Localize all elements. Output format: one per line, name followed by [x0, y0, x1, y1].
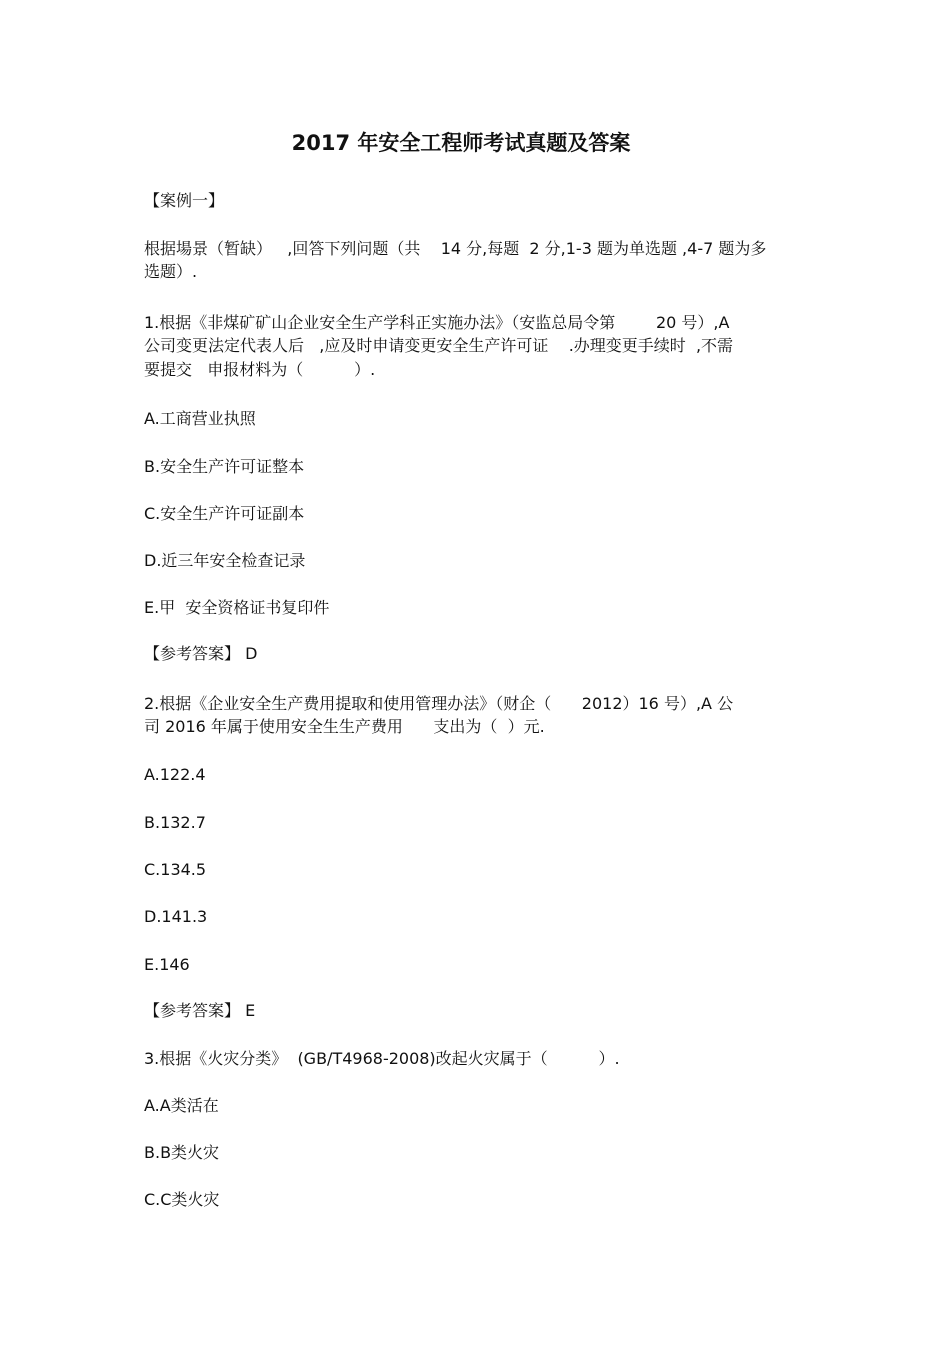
q3-option-c: C.C类火灾 [144, 1190, 220, 1209]
q2-line-1: 2.根据《企业安全生产费用提取和使用管理办法》（财企（ 2012）16 号）,A 公 [144, 694, 734, 713]
intro-line-1: 根据場景（暂缺） ,回答下列问题（共 14 分,每题 2 分,1-3 题为单选题 ,4-7 题为多 [144, 239, 767, 258]
q2-option-c: C.134.5 [144, 860, 207, 879]
q1-answer: 【参考答案】 D [144, 644, 258, 663]
intro-line-2: 选题）. [144, 262, 198, 281]
q1-line-2: 公司变更法定代表人后 ,应及时申请变更安全生产许可证 .办理变更手续时 ,不需 [144, 336, 734, 355]
q2-option-e: E.146 [144, 955, 190, 974]
q3-option-a: A.A类活在 [144, 1096, 219, 1115]
q1-option-c: C.安全生产许可证副本 [144, 504, 305, 523]
q1-line-3: 要提交 申报材料为（ ）. [144, 360, 376, 379]
q2-line-2: 司 2016 年属于使用安全生生产费用 支出为（ ）元. [144, 717, 545, 736]
q1-option-a: A.工商营业执照 [144, 409, 256, 428]
q2-answer: 【参考答案】 E [144, 1001, 256, 1020]
q1-option-e: E.甲 安全资格证书复印件 [144, 598, 330, 617]
q1-option-b: B.安全生产许可证整本 [144, 457, 305, 476]
q3-line-1: 3.根据《火灾分类》 (GB/T4968-2008)改起火灾属于（ ）. [144, 1049, 620, 1068]
q2-option-b: B.132.7 [144, 813, 206, 832]
document-title: 2017 年安全工程师考试真题及答案 [291, 131, 631, 155]
case-heading: 【案例一】 [144, 191, 225, 210]
q3-option-b: B.B类火灾 [144, 1143, 220, 1162]
q1-option-d: D.近三年安全检查记录 [144, 551, 306, 570]
q1-line-1: 1.根据《非煤矿矿山企业安全生产学科正实施办法》（安监总局令第 20 号）,A [144, 313, 730, 332]
q2-option-a: A.122.4 [144, 765, 206, 784]
q2-option-d: D.141.3 [144, 907, 208, 926]
